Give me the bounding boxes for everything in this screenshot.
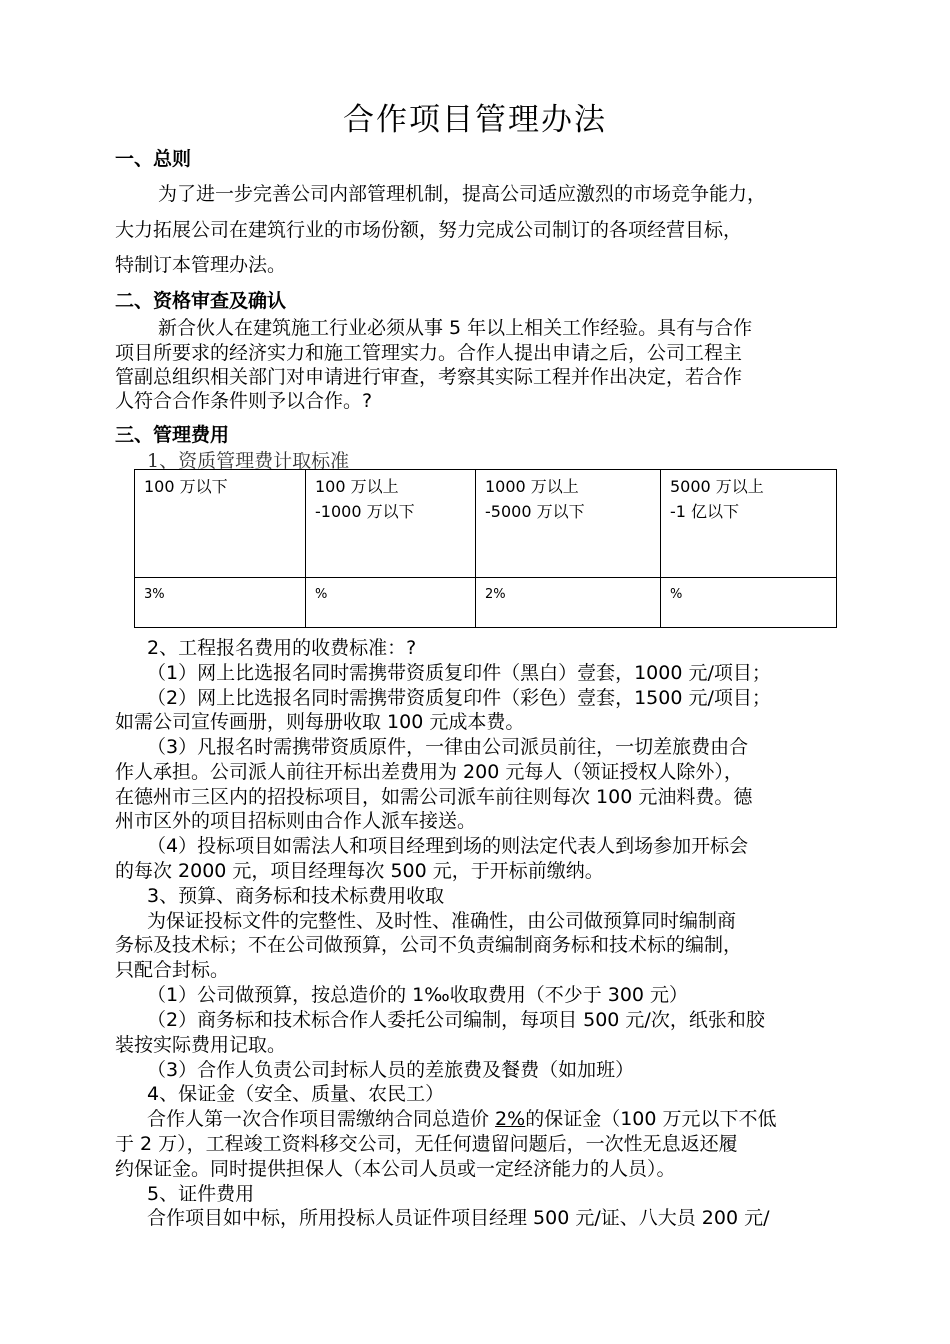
paragraph-line: （4）投标项目如需法人和项目经理到场的则法定代表人到场参加开标会 — [147, 835, 749, 857]
section-heading-general: 一、总则 — [115, 148, 192, 170]
paragraph-line: 为保证投标文件的完整性、及时性、准确性，由公司做预算同时编制商 — [147, 910, 737, 932]
table-cell: 2% — [476, 578, 661, 628]
paragraph-line: 5、证件费用 — [147, 1183, 255, 1205]
deposit-rate: 2% — [495, 1108, 526, 1130]
paragraph-line: 合作项目如中标，所用投标人员证件项目经理 500 元/证、八大员 200 元/ — [147, 1207, 770, 1229]
paragraph-line: 4、保证金（安全、质量、农民工） — [147, 1083, 445, 1105]
paragraph-line: 作人承担。公司派人前往开标出差费用为 200 元每人（领证授权人除外）， — [115, 761, 743, 783]
table-cell: % — [661, 578, 837, 628]
paragraph-line: （1）网上比选报名同时需携带资质复印件（黑白）壹套，1000 元/项目； — [147, 662, 771, 684]
paragraph-line: 的每次 2000 元，项目经理每次 500 元，于开标前缴纳。 — [115, 860, 604, 882]
paragraph-line: （2）商务标和技术标合作人委托公司编制，每项目 500 元/次，纸张和胶 — [147, 1009, 765, 1031]
paragraph-line: 管副总组织相关部门对申请进行审查，考察其实际工程并作出决定，若合作 — [115, 366, 743, 388]
table-cell: 5000 万以上 -1 亿以下 — [661, 470, 837, 578]
section-heading-fees: 三、管理费用 — [115, 424, 230, 446]
paragraph-line: 如需公司宣传画册，则每册收取 100 元成本费。 — [115, 711, 525, 733]
paragraph-line: 约保证金。同时提供担保人（本公司人员或一定经济能力的人员）。 — [115, 1158, 676, 1180]
paragraph-line: 新合伙人在建筑施工行业必须从事 5 年以上相关工作经验。具有与合作 — [158, 317, 753, 339]
table-cell: 3% — [135, 578, 306, 628]
paragraph-line: 装按实际费用记取。 — [115, 1034, 287, 1056]
table-cell: % — [306, 578, 476, 628]
paragraph-line: （1）公司做预算，按总造价的 1‰收取费用（不少于 300 元） — [147, 984, 689, 1006]
paragraph-line: 3、预算、商务标和技术标费用收取 — [147, 885, 445, 907]
paragraph-line: 为了进一步完善公司内部管理机制，提高公司适应激烈的市场竞争能力， — [158, 183, 767, 205]
paragraph-line: 大力拓展公司在建筑行业的市场份额，努力完成公司制订的各项经营目标， — [115, 219, 743, 241]
paragraph-line: 2、工程报名费用的收费标准：? — [147, 637, 417, 659]
paragraph-line: 合作人第一次合作项目需缴纳合同总造价 2%的保证金（100 万元以下不低 — [147, 1108, 777, 1130]
paragraph-line: （3）合作人负责公司封标人员的差旅费及餐费（如加班） — [147, 1059, 635, 1081]
paragraph-line: 务标及技术标；不在公司做预算，公司不负责编制商务标和技术标的编制， — [115, 934, 743, 956]
subheading-qualification-fee: 1、资质管理费计取标准 — [147, 450, 350, 472]
table-cell: 100 万以下 — [135, 470, 306, 578]
table-row — [135, 470, 837, 578]
paragraph-line: 州市区外的项目招标则由合作人派车接送。 — [115, 810, 477, 832]
table-row — [135, 578, 837, 628]
paragraph-line: 在德州市三区内的招投标项目，如需公司派车前往则每次 100 元油料费。德 — [115, 786, 753, 808]
fee-table — [134, 469, 837, 628]
paragraph-line: 项目所要求的经济实力和施工管理实力。合作人提出申请之后，公司工程主 — [115, 342, 743, 364]
section-heading-qualification: 二、资格审查及确认 — [115, 290, 287, 312]
paragraph-line: （3）凡报名时需携带资质原件，一律由公司派员前往，一切差旅费由合 — [147, 736, 749, 758]
paragraph-line: （2）网上比选报名同时需携带资质复印件（彩色）壹套，1500 元/项目； — [147, 687, 771, 709]
paragraph-line: 于 2 万），工程竣工资料移交公司，无任何遗留问题后，一次性无息返还履 — [115, 1133, 738, 1155]
document-title: 合作项目管理办法 — [343, 102, 607, 138]
paragraph-line: 只配合封标。 — [115, 959, 230, 981]
table-cell: 100 万以上 -1000 万以下 — [306, 470, 476, 578]
paragraph-line: 特制订本管理办法。 — [115, 254, 287, 276]
paragraph-line: 人符合合作条件则予以合作。? — [115, 390, 373, 412]
table-cell: 1000 万以上 -5000 万以下 — [476, 470, 661, 578]
